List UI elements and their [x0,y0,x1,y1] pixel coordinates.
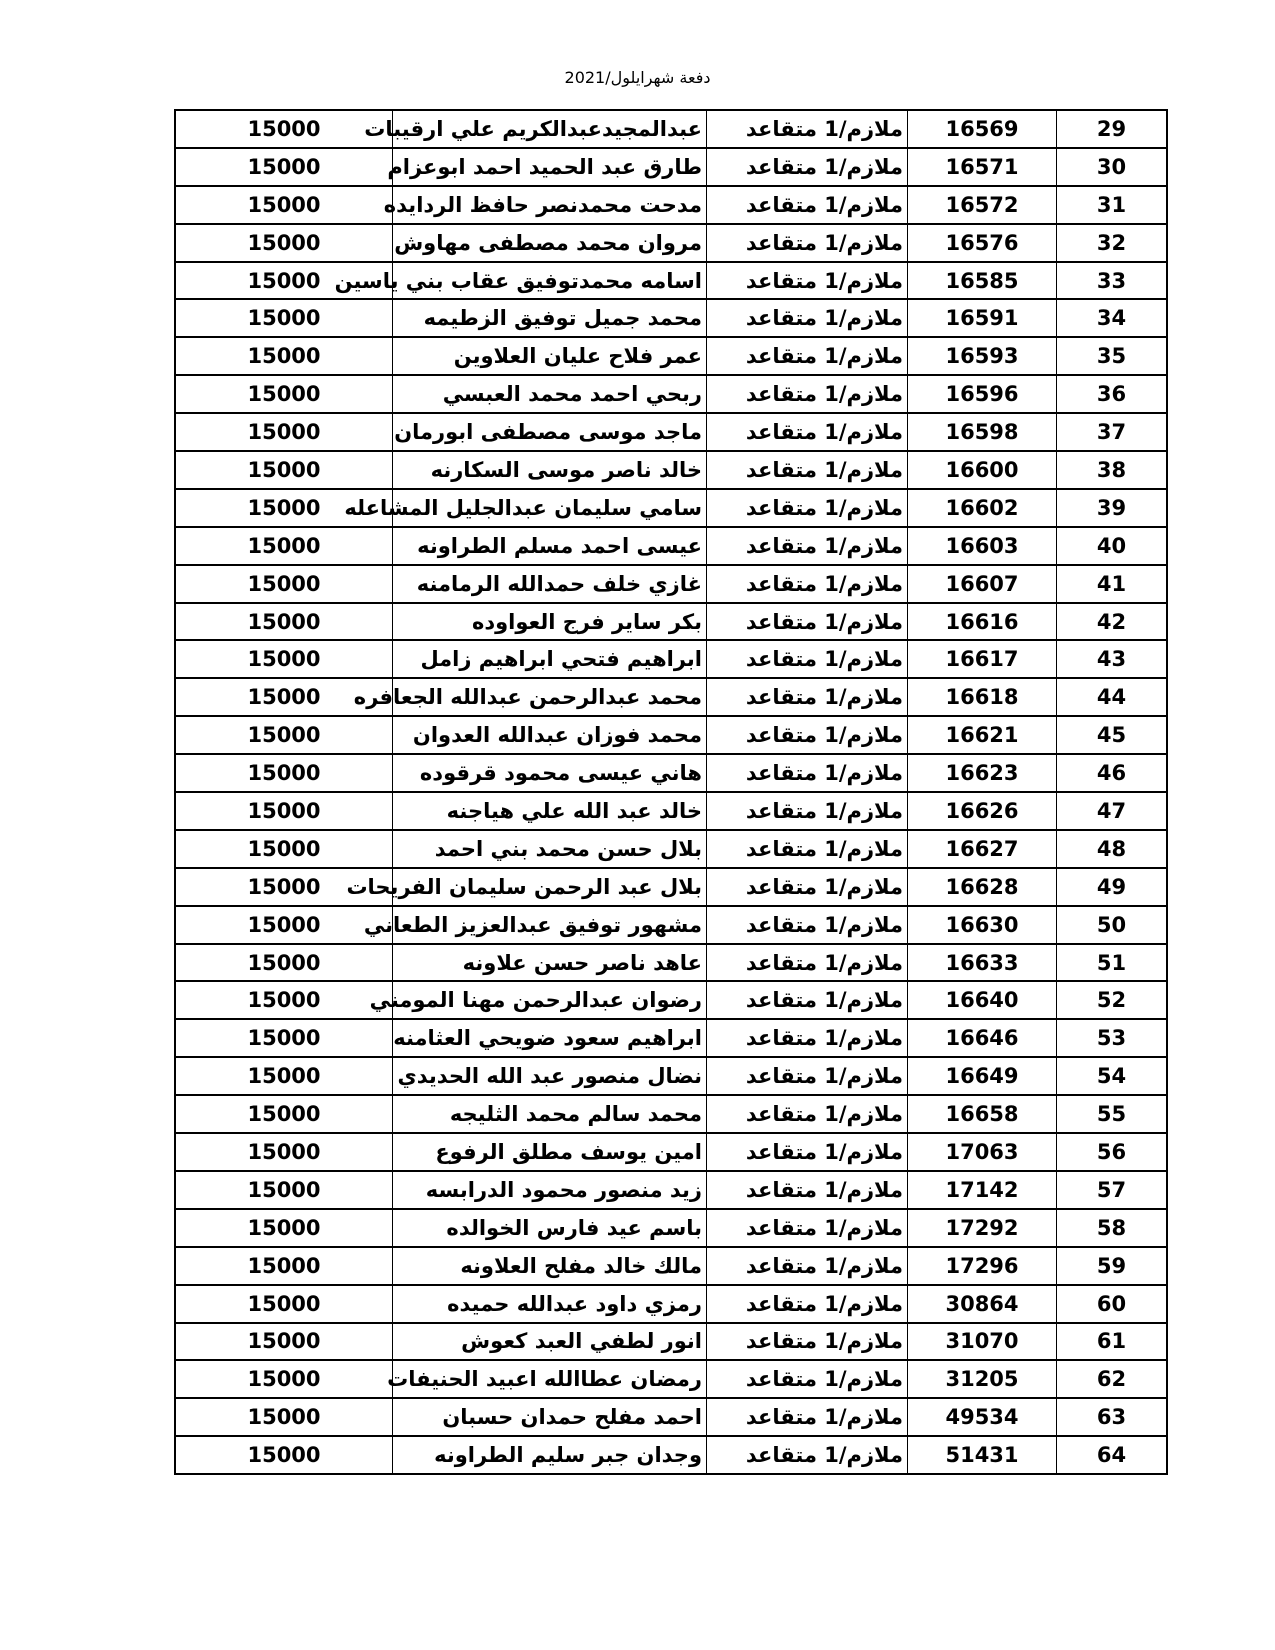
row-number-cell: 16658 [908,1095,1057,1133]
page-title: دفعة شهرايلول/2021 [564,68,711,87]
row-number-cell: 16621 [908,716,1057,754]
table-row [175,1360,1167,1398]
row-name-cell: خالد عبد الله علي هياجنه [393,792,707,830]
table-row [175,1057,1167,1095]
row-name-cell: عبدالمجيدعبدالكريم علي ارقيبات [393,110,707,148]
row-number-cell: 16596 [908,375,1057,413]
row-number-cell: 16602 [908,489,1057,527]
row-sequence-cell: 53 [1057,1019,1168,1057]
row-sequence-cell: 35 [1057,337,1168,375]
row-name-cell: وجدان جبر سليم الطراونه [393,1436,707,1474]
row-rank-cell: ملازم/1 متقاعد [707,375,908,413]
row-amount-cell: 15000 [175,1133,393,1171]
row-number-cell: 17142 [908,1171,1057,1209]
row-name-cell: احمد مفلح حمدان حسبان [393,1398,707,1436]
row-name-cell: بكر ساير فرج العواوده [393,603,707,641]
row-sequence-cell: 48 [1057,830,1168,868]
row-number-cell: 16626 [908,792,1057,830]
row-rank-cell: ملازم/1 متقاعد [707,148,908,186]
row-amount-cell: 15000 [175,1360,393,1398]
row-rank-cell: ملازم/1 متقاعد [707,1209,908,1247]
table-row [175,944,1167,982]
row-rank-cell: ملازم/1 متقاعد [707,678,908,716]
table-row [175,1209,1167,1247]
row-amount-cell: 15000 [175,186,393,224]
row-amount-cell: 15000 [175,1095,393,1133]
table-row [175,1095,1167,1133]
table-body [175,110,1167,1474]
row-name-cell: محمد جميل توفيق الزطيمه [393,299,707,337]
row-rank-cell: ملازم/1 متقاعد [707,716,908,754]
table-row [175,981,1167,1019]
table-row [175,489,1167,527]
row-amount-cell: 15000 [175,981,393,1019]
row-number-cell: 16623 [908,754,1057,792]
row-rank-cell: ملازم/1 متقاعد [707,603,908,641]
row-name-cell: خالد ناصر موسى السكارنه [393,451,707,489]
row-amount-cell: 15000 [175,792,393,830]
row-sequence-cell: 44 [1057,678,1168,716]
row-number-cell: 16585 [908,262,1057,300]
row-number-cell: 16576 [908,224,1057,262]
row-sequence-cell: 59 [1057,1247,1168,1285]
row-amount-cell: 15000 [175,603,393,641]
table-row [175,337,1167,375]
row-name-cell: ابراهيم سعود ضويحي العثامنه [393,1019,707,1057]
row-amount-cell: 15000 [175,640,393,678]
row-name-cell: رضوان عبدالرحمن مهنا المومني [393,981,707,1019]
row-number-cell: 16630 [908,906,1057,944]
row-amount-cell: 15000 [175,1019,393,1057]
row-sequence-cell: 33 [1057,262,1168,300]
row-sequence-cell: 62 [1057,1360,1168,1398]
table-row [175,1285,1167,1323]
row-amount-cell: 15000 [175,1323,393,1361]
row-name-cell: مشهور توفيق عبدالعزيز الطعاني [393,906,707,944]
row-amount-cell: 15000 [175,1247,393,1285]
row-name-cell: عاهد ناصر حسن علاونه [393,944,707,982]
row-rank-cell: ملازم/1 متقاعد [707,186,908,224]
row-number-cell: 16627 [908,830,1057,868]
row-name-cell: ربحي احمد محمد العبسي [393,375,707,413]
table-row [175,375,1167,413]
row-name-cell: طارق عبد الحميد احمد ابوعزام [393,148,707,186]
row-amount-cell: 15000 [175,1209,393,1247]
row-sequence-cell: 39 [1057,489,1168,527]
row-sequence-cell: 32 [1057,224,1168,262]
row-rank-cell: ملازم/1 متقاعد [707,868,908,906]
row-name-cell: امين يوسف مطلق الرفوع [393,1133,707,1171]
row-rank-cell: ملازم/1 متقاعد [707,224,908,262]
row-rank-cell: ملازم/1 متقاعد [707,1285,908,1323]
row-name-cell: عمر فلاح عليان العلاوين [393,337,707,375]
table-row [175,830,1167,868]
row-rank-cell: ملازم/1 متقاعد [707,1323,908,1361]
row-amount-cell: 15000 [175,489,393,527]
row-rank-cell: ملازم/1 متقاعد [707,489,908,527]
table-row [175,451,1167,489]
table-row [175,110,1167,148]
row-name-cell: زيد منصور محمود الدرابسه [393,1171,707,1209]
row-sequence-cell: 50 [1057,906,1168,944]
row-rank-cell: ملازم/1 متقاعد [707,830,908,868]
row-name-cell: غازي خلف حمدالله الرمامنه [393,565,707,603]
row-sequence-cell: 58 [1057,1209,1168,1247]
row-rank-cell: ملازم/1 متقاعد [707,792,908,830]
row-sequence-cell: 41 [1057,565,1168,603]
row-amount-cell: 15000 [175,299,393,337]
row-amount-cell: 15000 [175,1171,393,1209]
row-amount-cell: 15000 [175,716,393,754]
row-sequence-cell: 51 [1057,944,1168,982]
row-name-cell: سامي سليمان عبدالجليل المشاعله [393,489,707,527]
row-sequence-cell: 64 [1057,1436,1168,1474]
row-sequence-cell: 42 [1057,603,1168,641]
table-row [175,1398,1167,1436]
row-name-cell: رمزي داود عبدالله حميده [393,1285,707,1323]
row-rank-cell: ملازم/1 متقاعد [707,754,908,792]
table-row [175,1171,1167,1209]
row-sequence-cell: 40 [1057,527,1168,565]
row-amount-cell: 15000 [175,678,393,716]
row-sequence-cell: 37 [1057,413,1168,451]
row-rank-cell: ملازم/1 متقاعد [707,1095,908,1133]
row-sequence-cell: 63 [1057,1398,1168,1436]
row-name-cell: ماجد موسى مصطفى ابورمان [393,413,707,451]
row-rank-cell: ملازم/1 متقاعد [707,906,908,944]
row-amount-cell: 15000 [175,906,393,944]
table-row [175,716,1167,754]
row-number-cell: 16603 [908,527,1057,565]
row-number-cell: 16607 [908,565,1057,603]
payment-table [174,109,1168,1475]
row-amount-cell: 15000 [175,224,393,262]
row-sequence-cell: 49 [1057,868,1168,906]
row-rank-cell: ملازم/1 متقاعد [707,413,908,451]
row-number-cell: 16633 [908,944,1057,982]
row-number-cell: 16617 [908,640,1057,678]
row-sequence-cell: 46 [1057,754,1168,792]
row-amount-cell: 15000 [175,868,393,906]
table-row [175,1247,1167,1285]
table-row [175,678,1167,716]
row-sequence-cell: 30 [1057,148,1168,186]
row-number-cell: 16593 [908,337,1057,375]
row-rank-cell: ملازم/1 متقاعد [707,1057,908,1095]
row-rank-cell: ملازم/1 متقاعد [707,981,908,1019]
row-sequence-cell: 36 [1057,375,1168,413]
row-amount-cell: 15000 [175,565,393,603]
row-amount-cell: 15000 [175,451,393,489]
row-sequence-cell: 57 [1057,1171,1168,1209]
row-number-cell: 17292 [908,1209,1057,1247]
row-sequence-cell: 52 [1057,981,1168,1019]
row-rank-cell: ملازم/1 متقاعد [707,262,908,300]
row-sequence-cell: 45 [1057,716,1168,754]
row-rank-cell: ملازم/1 متقاعد [707,337,908,375]
row-number-cell: 16569 [908,110,1057,148]
row-amount-cell: 15000 [175,375,393,413]
row-number-cell: 16628 [908,868,1057,906]
row-sequence-cell: 54 [1057,1057,1168,1095]
table-row [175,413,1167,451]
row-number-cell: 16646 [908,1019,1057,1057]
row-number-cell: 49534 [908,1398,1057,1436]
row-amount-cell: 15000 [175,110,393,148]
row-amount-cell: 15000 [175,1436,393,1474]
row-amount-cell: 15000 [175,337,393,375]
row-amount-cell: 15000 [175,830,393,868]
table-row [175,906,1167,944]
row-number-cell: 16598 [908,413,1057,451]
table-row [175,1323,1167,1361]
table-row [175,640,1167,678]
row-amount-cell: 15000 [175,754,393,792]
row-rank-cell: ملازم/1 متقاعد [707,1019,908,1057]
row-name-cell: اسامه محمدتوفيق عقاب بني ياسين [393,262,707,300]
row-sequence-cell: 31 [1057,186,1168,224]
table-row [175,1436,1167,1474]
row-rank-cell: ملازم/1 متقاعد [707,1247,908,1285]
row-rank-cell: ملازم/1 متقاعد [707,451,908,489]
row-number-cell: 16640 [908,981,1057,1019]
table-row [175,603,1167,641]
row-amount-cell: 15000 [175,262,393,300]
table-row [175,224,1167,262]
table-row [175,1133,1167,1171]
row-rank-cell: ملازم/1 متقاعد [707,299,908,337]
row-name-cell: مالك خالد مفلح العلاونه [393,1247,707,1285]
row-name-cell: مروان محمد مصطفى مهاوش [393,224,707,262]
row-number-cell: 16649 [908,1057,1057,1095]
row-rank-cell: ملازم/1 متقاعد [707,565,908,603]
row-amount-cell: 15000 [175,944,393,982]
row-rank-cell: ملازم/1 متقاعد [707,944,908,982]
row-name-cell: محمد فوزان عبدالله العدوان [393,716,707,754]
row-rank-cell: ملازم/1 متقاعد [707,1171,908,1209]
row-rank-cell: ملازم/1 متقاعد [707,1436,908,1474]
table-row [175,565,1167,603]
row-number-cell: 30864 [908,1285,1057,1323]
row-number-cell: 16571 [908,148,1057,186]
row-name-cell: مدحت محمدنصر حافظ الردايده [393,186,707,224]
row-sequence-cell: 61 [1057,1323,1168,1361]
row-amount-cell: 15000 [175,1398,393,1436]
row-rank-cell: ملازم/1 متقاعد [707,527,908,565]
row-name-cell: رمضان عطاالله اعبيد الحنيفات [393,1360,707,1398]
table-row [175,299,1167,337]
row-number-cell: 17296 [908,1247,1057,1285]
row-sequence-cell: 47 [1057,792,1168,830]
row-number-cell: 16591 [908,299,1057,337]
row-name-cell: انور لطفي العبد كعوش [393,1323,707,1361]
row-rank-cell: ملازم/1 متقاعد [707,1398,908,1436]
row-sequence-cell: 56 [1057,1133,1168,1171]
row-name-cell: هاني عيسى محمود قرقوده [393,754,707,792]
row-name-cell: بلال حسن محمد بني احمد [393,830,707,868]
row-sequence-cell: 29 [1057,110,1168,148]
row-name-cell: نضال منصور عبد الله الحديدي [393,1057,707,1095]
table-row [175,148,1167,186]
row-name-cell: ابراهيم فتحي ابراهيم زامل [393,640,707,678]
table-row [175,792,1167,830]
table-row [175,1019,1167,1057]
row-amount-cell: 15000 [175,1285,393,1323]
table-row [175,868,1167,906]
row-rank-cell: ملازم/1 متقاعد [707,1360,908,1398]
row-rank-cell: ملازم/1 متقاعد [707,110,908,148]
row-number-cell: 16572 [908,186,1057,224]
table-row [175,754,1167,792]
row-sequence-cell: 34 [1057,299,1168,337]
row-amount-cell: 15000 [175,1057,393,1095]
row-sequence-cell: 38 [1057,451,1168,489]
row-number-cell: 16616 [908,603,1057,641]
row-name-cell: محمد عبدالرحمن عبدالله الجعافره [393,678,707,716]
table-row [175,262,1167,300]
row-sequence-cell: 60 [1057,1285,1168,1323]
row-number-cell: 17063 [908,1133,1057,1171]
row-sequence-cell: 55 [1057,1095,1168,1133]
row-amount-cell: 15000 [175,413,393,451]
row-amount-cell: 15000 [175,148,393,186]
row-name-cell: محمد سالم محمد الثليجه [393,1095,707,1133]
row-rank-cell: ملازم/1 متقاعد [707,640,908,678]
row-amount-cell: 15000 [175,527,393,565]
row-name-cell: باسم عيد فارس الخوالده [393,1209,707,1247]
row-name-cell: بلال عبد الرحمن سليمان الفريحات [393,868,707,906]
row-number-cell: 31205 [908,1360,1057,1398]
row-number-cell: 31070 [908,1323,1057,1361]
row-number-cell: 16618 [908,678,1057,716]
row-name-cell: عيسى احمد مسلم الطراونه [393,527,707,565]
row-rank-cell: ملازم/1 متقاعد [707,1133,908,1171]
row-number-cell: 51431 [908,1436,1057,1474]
table-row [175,186,1167,224]
row-sequence-cell: 43 [1057,640,1168,678]
row-number-cell: 16600 [908,451,1057,489]
table-row [175,527,1167,565]
